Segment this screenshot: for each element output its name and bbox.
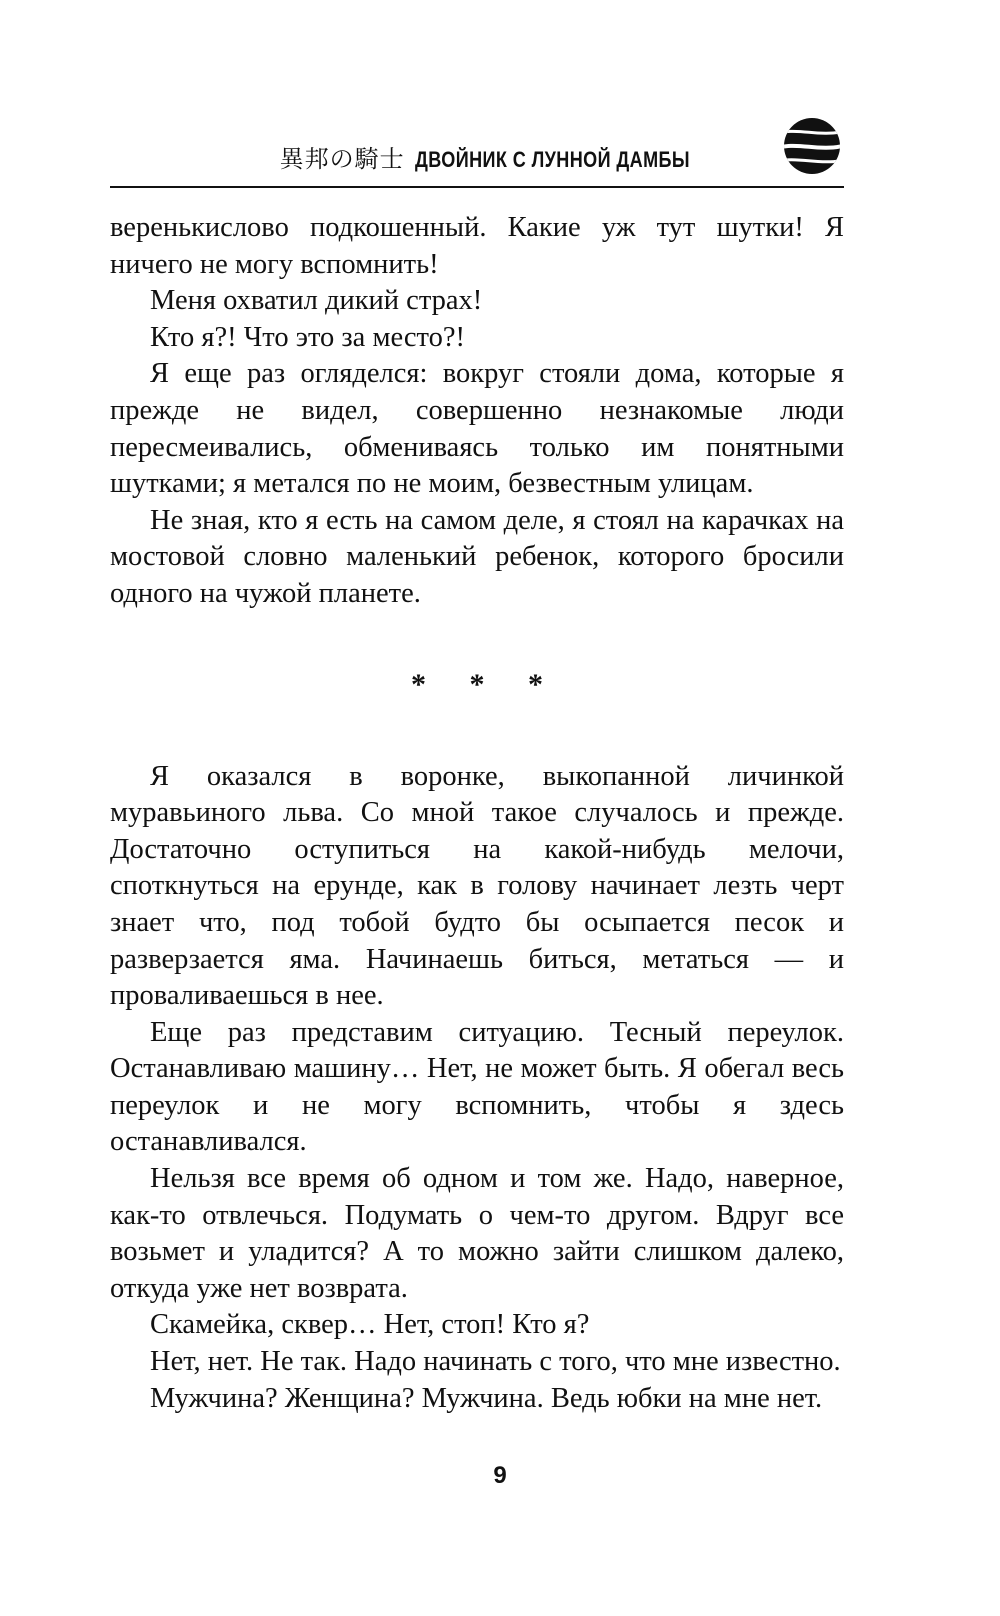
scene-break: * * * — [411, 668, 561, 702]
paragraph: Я еще раз огляделся: вокруг стояли дома, которые я прежде не видел, совершенно незнакомые люди пересмеивались, обмениваясь только им понятными шутками; я метался по не моим, безвестным улицам. — [110, 358, 844, 500]
paragraph: Я оказался в воронке, выкопанной личинкой муравьиного льва. Со мной такое случалось и прежде. Достаточно оступиться на какой-нибудь мелочи, споткнуться на ерунде, как в голову начинает лезть черт знает что, под тобой будто бы осыпается песок и разверзается яма. Начинаешь биться, метаться — и проваливаешься в нее. — [110, 760, 844, 1012]
paragraph: Мужчина? Женщина? Мужчина. Ведь юбки на мне нет. — [150, 1382, 823, 1414]
paragraph: Скамейка, сквер… Нет, стоп! Кто я? — [150, 1309, 590, 1341]
paragraph: Нет, нет. Не так. Надо начинать с того, что мне известно. — [150, 1346, 841, 1378]
paragraph: Нельзя все время об одном и том же. Надо, наверное, как-то отвлечься. Подумать о чем-то другом. Вдруг все возьмет и уладится? А то можно зайти слишком далеко, откуда уже нет возврата. — [110, 1163, 844, 1304]
moon-emblem-icon — [782, 116, 842, 176]
paragraph-continued: веренькислово подкошенный. Какие уж тут шутки! Я ничего не могу вспомнить! — [110, 212, 844, 280]
paragraph: Меня охватил дикий страх! — [150, 285, 483, 317]
body-text — [110, 210, 844, 1417]
paragraph: Не зная, кто я есть на самом деле, я стоял на карачках на мостовой словно маленький ребенок, которого бросили одного на чужой планете. — [110, 504, 844, 609]
paragraph: Еще раз представим ситуацию. Тесный переулок. Останавливаю машину… Нет, не может быть. Я обегал весь переулок и не могу вспомнить, чтобы я здесь останавливался. — [110, 1016, 844, 1158]
running-head-text — [280, 139, 750, 174]
japanese-title: 異邦の騎士 — [279, 145, 405, 173]
paragraph: Кто я?! Что это за место?! — [150, 321, 465, 353]
page-number: 9 — [493, 1462, 507, 1489]
header-rule — [110, 186, 844, 188]
running-head — [110, 138, 842, 186]
book-title: ДВОЙНИК С ЛУННОЙ ДАМБЫ — [414, 147, 690, 172]
